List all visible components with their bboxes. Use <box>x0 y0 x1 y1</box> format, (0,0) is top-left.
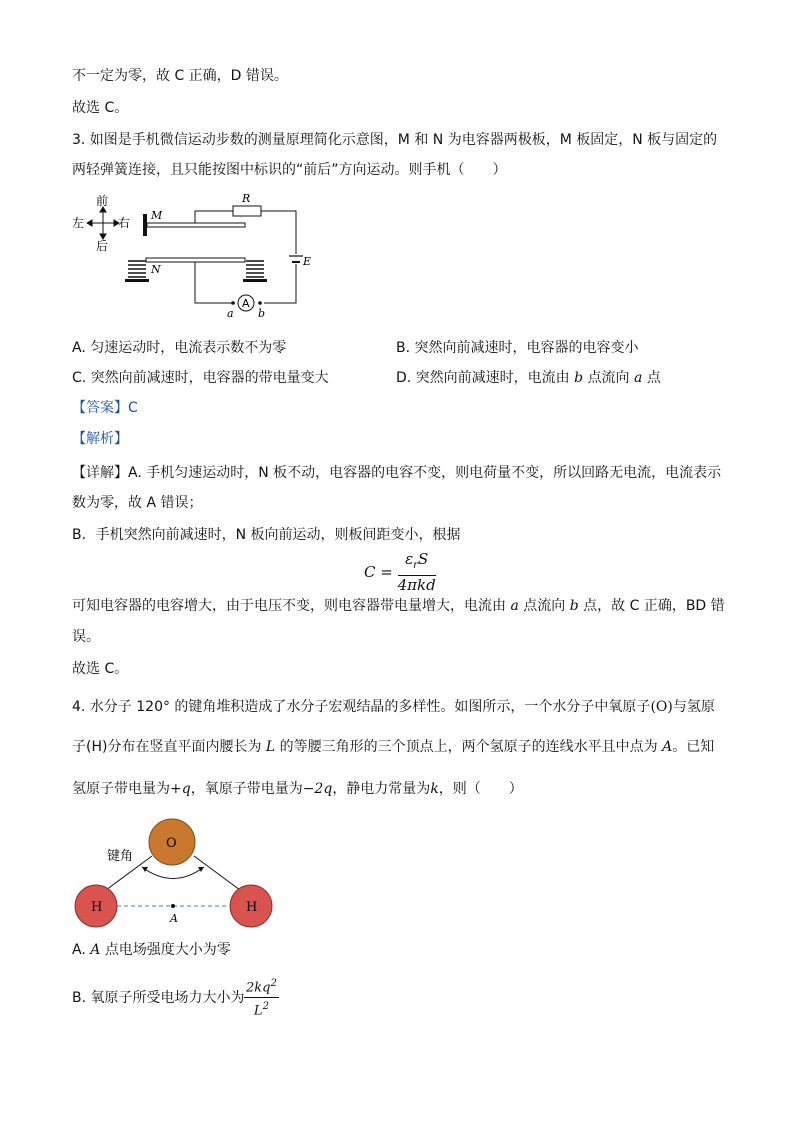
plate-M-bracket <box>143 214 147 236</box>
water-molecule-figure <box>70 812 280 932</box>
resistor-R <box>233 206 261 216</box>
detail-line-2: 数为零，故 A 错误； <box>72 495 203 511</box>
label-a: a <box>227 307 234 320</box>
spring-right <box>246 261 264 277</box>
label-b: b <box>258 307 266 320</box>
detail-line-1: 【详解】A. 手机匀速运动时，N 板不动，电容器的电容不变，则电荷量不变，所以回路无电流，电流表示 <box>72 465 722 481</box>
spring-left-base <box>125 279 149 282</box>
label-point-A: A <box>170 912 178 925</box>
label-E: E <box>303 255 312 268</box>
label-front: 前 <box>96 194 109 208</box>
question-3-line-1: 3. 如图是手机微信运动步数的测量原理简化示意图，M 和 N 为电容器两极板，M 板固定，N 板与固定的 <box>72 132 718 148</box>
question-4-option-A: A. A 点电场强度大小为零 <box>72 942 231 958</box>
after-formula-line-2: 误。 <box>72 629 100 645</box>
label-left: 左 <box>72 216 85 230</box>
hydrogen-label-left: H <box>91 900 103 915</box>
label-R: R <box>242 192 251 205</box>
detail-line-3: B．手机突然向前减速时，N 板向前运动，则板间距变小，根据 <box>72 527 461 543</box>
question-3-line-2: 两轻弹簧连接，且只能按图中标识的“前后”方向运动。则手机（ ） <box>72 162 507 178</box>
label-right: 右 <box>118 216 131 230</box>
capacitor-circuit-figure <box>70 188 330 323</box>
text-line: 故选 C。 <box>72 100 129 116</box>
option-C: C. 突然向前减速时，电容器的带电量变大 <box>72 370 329 386</box>
after-formula-line-1: 可知电容器的电容增大，由于电压不变，则电容器带电量增大，电流由 a 点流向 b 点，故 C 正确，BD 错 <box>72 598 725 614</box>
question-4-line-3: 氢原子带电量为+q，氧原子带电量为−2q，静电力常量为k，则（ ） <box>72 781 523 797</box>
option-A: A. 匀速运动时，电流表示数不为零 <box>72 340 287 356</box>
option-B: B. 突然向前减速时，电容器的电容变小 <box>396 340 639 356</box>
answer-label: 【答案】C <box>72 400 138 416</box>
label-back: 后 <box>96 239 109 253</box>
question-4-line-1: 4. 水分子 120° 的键角堆积造成了水分子宏观结晶的多样性。如图所示，一个水分子中氧原子(O)与氢原 <box>72 699 715 715</box>
oxygen-label: O <box>166 836 177 851</box>
question-4-line-2: 子(H)分布在竖直平面内腰长为 L 的等腰三角形的三个顶点上，两个氢原子的连线水平且中点为 A。已知 <box>72 739 715 755</box>
direction-cross <box>87 207 119 239</box>
plate-M <box>147 223 245 227</box>
node-a <box>231 301 235 305</box>
capacitance-formula: C = $\frac{\varepsilon_rS}{\text{4πkd}}$ <box>364 550 436 594</box>
ammeter-label: A <box>242 297 250 310</box>
bond-right <box>194 856 240 890</box>
point-A <box>171 904 175 908</box>
choose-line: 故选 C。 <box>72 661 129 677</box>
question-4-option-B: B. 氧原子所受电场力大小为 <box>72 990 245 1006</box>
node-b <box>258 301 262 305</box>
option-D: D. 突然向前减速时，电流由 b 点流向 a 点 <box>396 370 661 386</box>
text-line: 不一定为零，故 C 正确，D 错误。 <box>72 68 288 84</box>
analysis-label: 【解析】 <box>72 431 128 447</box>
bond-angle-label: 键角 <box>107 849 134 864</box>
electric-force-formula: $\frac{2kq^2}{L^2}$ <box>244 975 279 1021</box>
spring-left <box>128 261 146 277</box>
plate-N <box>146 258 245 262</box>
label-M: M <box>151 209 163 222</box>
label-N: N <box>151 263 161 276</box>
bond-angle-arc <box>142 867 204 879</box>
hydrogen-label-right: H <box>246 900 258 915</box>
spring-right-base <box>243 279 267 282</box>
